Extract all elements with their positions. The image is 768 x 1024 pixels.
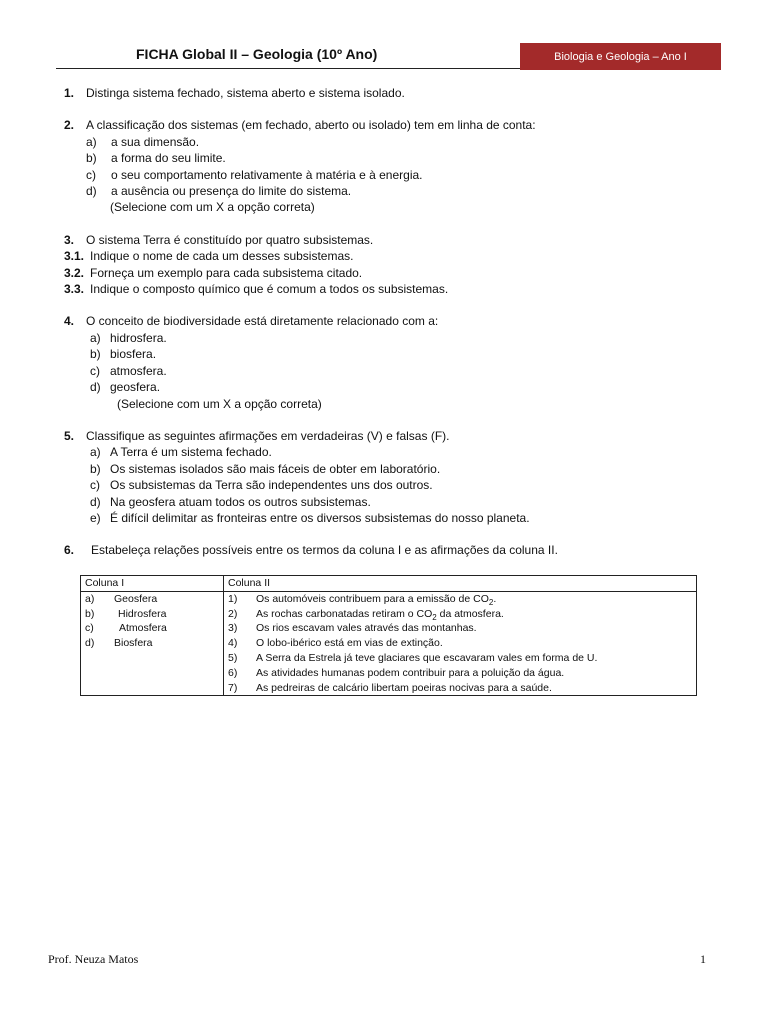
subject-badge: Biologia e Geologia – Ano I <box>520 43 721 70</box>
question-number: 1. <box>64 86 75 100</box>
statement-text-end: . <box>493 592 497 605</box>
subscript: 2 <box>432 612 437 622</box>
option-text: É difícil delimitar as fronteiras entre os diversos subsistemas do nosso planeta. <box>110 510 530 525</box>
option-text: A Terra é um sistema fechado. <box>110 445 272 460</box>
sub-question <box>64 265 724 281</box>
option-text: atmosfera. <box>110 363 167 378</box>
statement-row <box>228 651 692 666</box>
statement-number: 7) <box>228 681 238 694</box>
statement-number: 4) <box>228 637 238 650</box>
instruction-note: (Selecione com um X a opção correta) <box>110 200 315 215</box>
column-2-header: Coluna II <box>224 576 697 592</box>
statement-text <box>256 592 496 607</box>
sub-question-number: 3.1. <box>64 249 85 264</box>
statement-text: As atividades humanas podem contribuir para a poluição da água. <box>256 666 565 679</box>
option-text: biosfera. <box>110 347 157 362</box>
column-2-cell <box>224 591 697 696</box>
term-letter: a) <box>85 592 95 605</box>
term-item <box>85 636 219 651</box>
option-item <box>64 183 724 199</box>
question-5 <box>64 428 724 526</box>
option-letter: d) <box>90 494 101 509</box>
term-letter: c) <box>85 622 94 635</box>
statement-text-main: As rochas carbonatadas retiram o CO <box>256 607 433 620</box>
statement-text-main: Os automóveis contribuem para a emissão de CO <box>256 592 489 605</box>
statement-number: 6) <box>228 666 238 679</box>
statement-row <box>228 666 692 681</box>
option-text: a forma do seu limite. <box>111 151 226 166</box>
statement-text: A Serra da Estrela já teve glaciares que escavaram vales em forma de U. <box>256 651 598 664</box>
term-item <box>85 607 219 622</box>
sub-question-text: Forneça um exemplo para cada subsistema citado. <box>90 265 363 280</box>
question-number: 3. <box>64 232 75 247</box>
statement-text <box>256 607 504 622</box>
option-letter: a) <box>90 330 101 345</box>
term-text: Biosfera <box>114 637 153 650</box>
option-letter: d) <box>90 380 101 395</box>
instruction-note: (Selecione com um X a opção correta) <box>117 396 322 411</box>
page-title: FICHA Global II – Geologia (10º Ano) <box>136 46 378 62</box>
statement-row <box>228 621 692 636</box>
option-letter: b) <box>86 151 97 166</box>
question-3 <box>64 232 724 298</box>
question-6 <box>64 542 724 558</box>
question-text: O sistema Terra é constituído por quatro subsistemas. <box>86 232 374 247</box>
term-text: Geosfera <box>114 592 158 605</box>
header-rule <box>56 68 520 69</box>
option-text: o seu comportamento relativamente à matéria e à energia. <box>111 167 423 182</box>
option-letter: c) <box>90 478 100 493</box>
option-text: Na geosfera atuam todos os outros subsistemas. <box>110 494 371 509</box>
column-1-header: Coluna I <box>81 576 224 592</box>
question-number: 4. <box>64 314 75 329</box>
question-2 <box>64 117 724 215</box>
sub-question-number: 3.3. <box>64 282 85 297</box>
option-letter: c) <box>86 167 96 182</box>
questions <box>64 85 724 575</box>
option-letter: e) <box>90 510 101 525</box>
matching-table <box>80 575 697 696</box>
option-letter: a) <box>90 445 101 460</box>
page-number: 1 <box>700 952 706 966</box>
option-letter: d) <box>86 184 97 199</box>
option-text: Os subsistemas da Terra são independentes uns dos outros. <box>110 478 433 493</box>
sub-question-number: 3.2. <box>64 265 85 280</box>
subscript: 2 <box>488 597 494 607</box>
column-1-cell <box>81 591 224 696</box>
statement-item <box>64 510 724 526</box>
term-text: Atmosfera <box>119 622 167 635</box>
term-letter: d) <box>85 637 95 650</box>
statement-item <box>64 461 724 477</box>
statement-row <box>228 681 692 696</box>
option-letter: b) <box>90 461 101 476</box>
table-header-row <box>81 576 697 592</box>
table-row <box>81 591 697 696</box>
option-letter: c) <box>90 363 100 378</box>
option-text: geosfera. <box>110 380 161 395</box>
sub-question-text: Indique o composto químico que é comum a todos os subsistemas. <box>90 282 449 297</box>
sub-question <box>64 281 724 297</box>
option-item <box>64 167 724 183</box>
term-letter: b) <box>85 607 95 620</box>
question-text: O conceito de biodiversidade está diretamente relacionado com a: <box>86 314 439 329</box>
option-item <box>64 379 724 395</box>
option-text: a sua dimensão. <box>111 134 200 149</box>
sub-question <box>64 248 724 264</box>
option-text: hidrosfera. <box>110 330 167 345</box>
option-letter: a) <box>86 134 97 149</box>
statement-number: 3) <box>228 622 238 635</box>
question-text: Classifique as seguintes afirmações em verdadeiras (V) e falsas (F). <box>86 428 450 443</box>
statement-text-end: da atmosfera. <box>436 607 504 620</box>
statement-row <box>228 607 692 622</box>
footer-author: Prof. Neuza Matos <box>48 952 139 966</box>
statement-item <box>64 494 724 510</box>
term-item <box>85 621 219 636</box>
statement-item <box>64 477 724 493</box>
sub-question-text: Indique o nome de cada um desses subsistemas. <box>90 249 354 264</box>
statement-row <box>228 636 692 651</box>
option-item <box>64 363 724 379</box>
statement-number: 1) <box>228 592 238 605</box>
statement-text: O lobo-ibérico está em vias de extinção. <box>256 637 443 650</box>
option-item <box>64 346 724 362</box>
statement-number: 2) <box>228 607 238 620</box>
statement-row <box>228 592 692 607</box>
statement-text: As pedreiras de calcário libertam poeiras nocivas para a saúde. <box>256 681 552 694</box>
question-text: Estabeleça relações possíveis entre os termos da coluna I e as afirmações da coluna II. <box>91 543 558 558</box>
term-text: Hidrosfera <box>118 607 167 620</box>
question-4 <box>64 313 724 411</box>
question-text: A classificação dos sistemas (em fechado, aberto ou isolado) tem em linha de conta: <box>86 118 536 133</box>
option-item <box>64 330 724 346</box>
question-text: Distinga sistema fechado, sistema aberto e sistema isolado. <box>86 86 405 100</box>
statement-number: 5) <box>228 651 238 664</box>
option-text: a ausência ou presença do limite do sistema. <box>111 184 352 199</box>
question-1 <box>64 85 724 101</box>
option-item <box>64 150 724 166</box>
option-text: Os sistemas isolados são mais fáceis de obter em laboratório. <box>110 461 441 476</box>
question-number: 5. <box>64 428 75 443</box>
option-letter: b) <box>90 347 101 362</box>
question-number: 6. <box>64 543 75 558</box>
question-number: 2. <box>64 118 75 133</box>
term-item <box>85 592 219 607</box>
statement-item <box>64 444 724 460</box>
option-item <box>64 134 724 150</box>
statement-text: Os rios escavam vales através das montanhas. <box>256 622 477 635</box>
